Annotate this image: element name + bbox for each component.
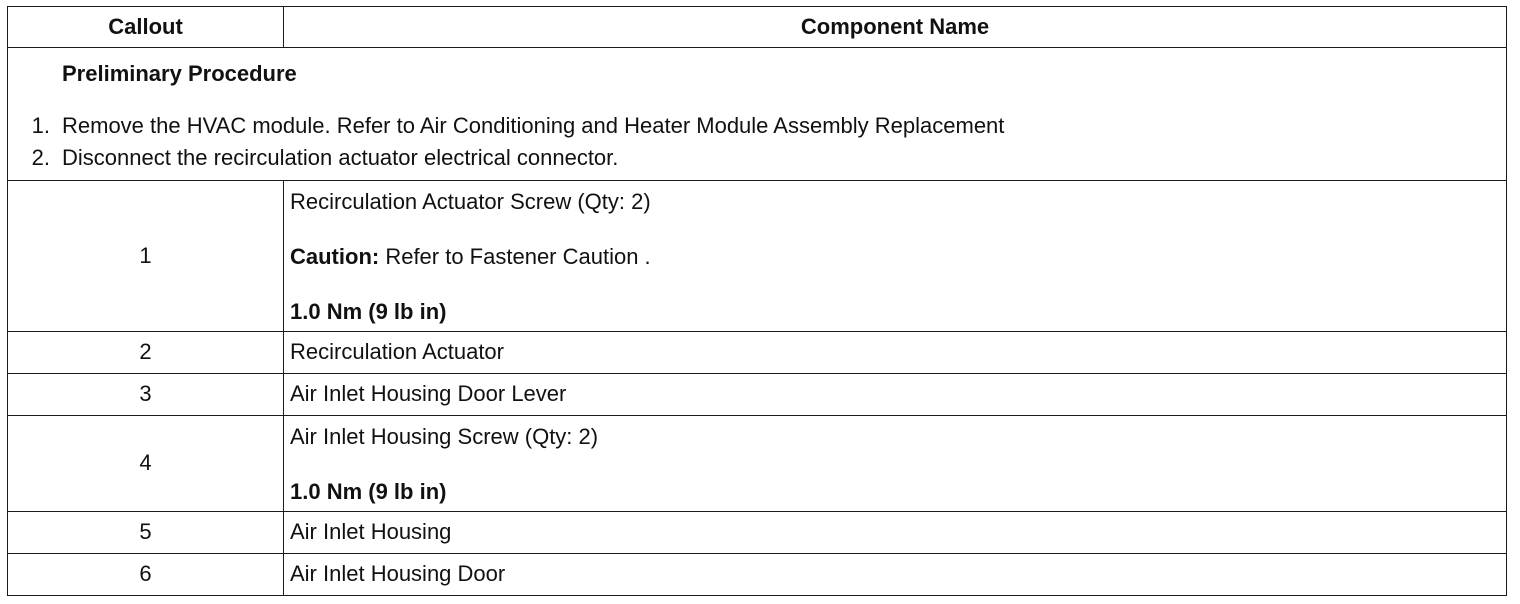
torque-spec: 1.0 Nm (9 lb in) [290,478,447,504]
caution-note [290,244,1506,270]
step-text: Remove the HVAC module. Refer to Air Conditioning and Heater Module Assembly Replacement [62,112,1005,138]
component-name: Recirculation Actuator Screw (Qty: 2) [290,188,651,214]
step-number: 2. [31,144,50,170]
procedure-step [8,110,1506,142]
component-name: Air Inlet Housing Screw (Qty: 2) [290,423,599,449]
component-name: Air Inlet Housing Door [284,553,1507,595]
component-table [7,6,1507,596]
table-row [8,331,1507,373]
preliminary-row [8,48,1507,181]
callout-number: 4 [8,415,284,511]
preliminary-procedure [8,48,1507,181]
component-cell [284,180,1507,331]
caution-label: Caution: [290,243,380,269]
header-component-name: Component Name [284,7,1507,48]
callout-number: 6 [8,553,284,595]
step-number: 1. [31,112,50,138]
preliminary-title: Preliminary Procedure [62,61,297,86]
table-row [8,415,1507,511]
component-name: Recirculation Actuator [284,331,1507,373]
caution-text: Refer to Fastener Caution . [379,243,651,269]
component-name: Air Inlet Housing Door Lever [284,373,1507,415]
torque-spec: 1.0 Nm (9 lb in) [290,298,447,324]
component-cell [284,415,1507,511]
header-callout: Callout [8,7,284,48]
table-row [8,511,1507,553]
callout-number: 2 [8,331,284,373]
callout-number: 1 [8,180,284,331]
procedure-step [8,142,1506,174]
component-name: Air Inlet Housing [284,511,1507,553]
callout-number: 5 [8,511,284,553]
table-row [8,553,1507,595]
table-header-row [8,7,1507,48]
step-text: Disconnect the recirculation actuator electrical connector. [62,144,619,170]
table-row [8,373,1507,415]
table-row [8,180,1507,331]
callout-number: 3 [8,373,284,415]
